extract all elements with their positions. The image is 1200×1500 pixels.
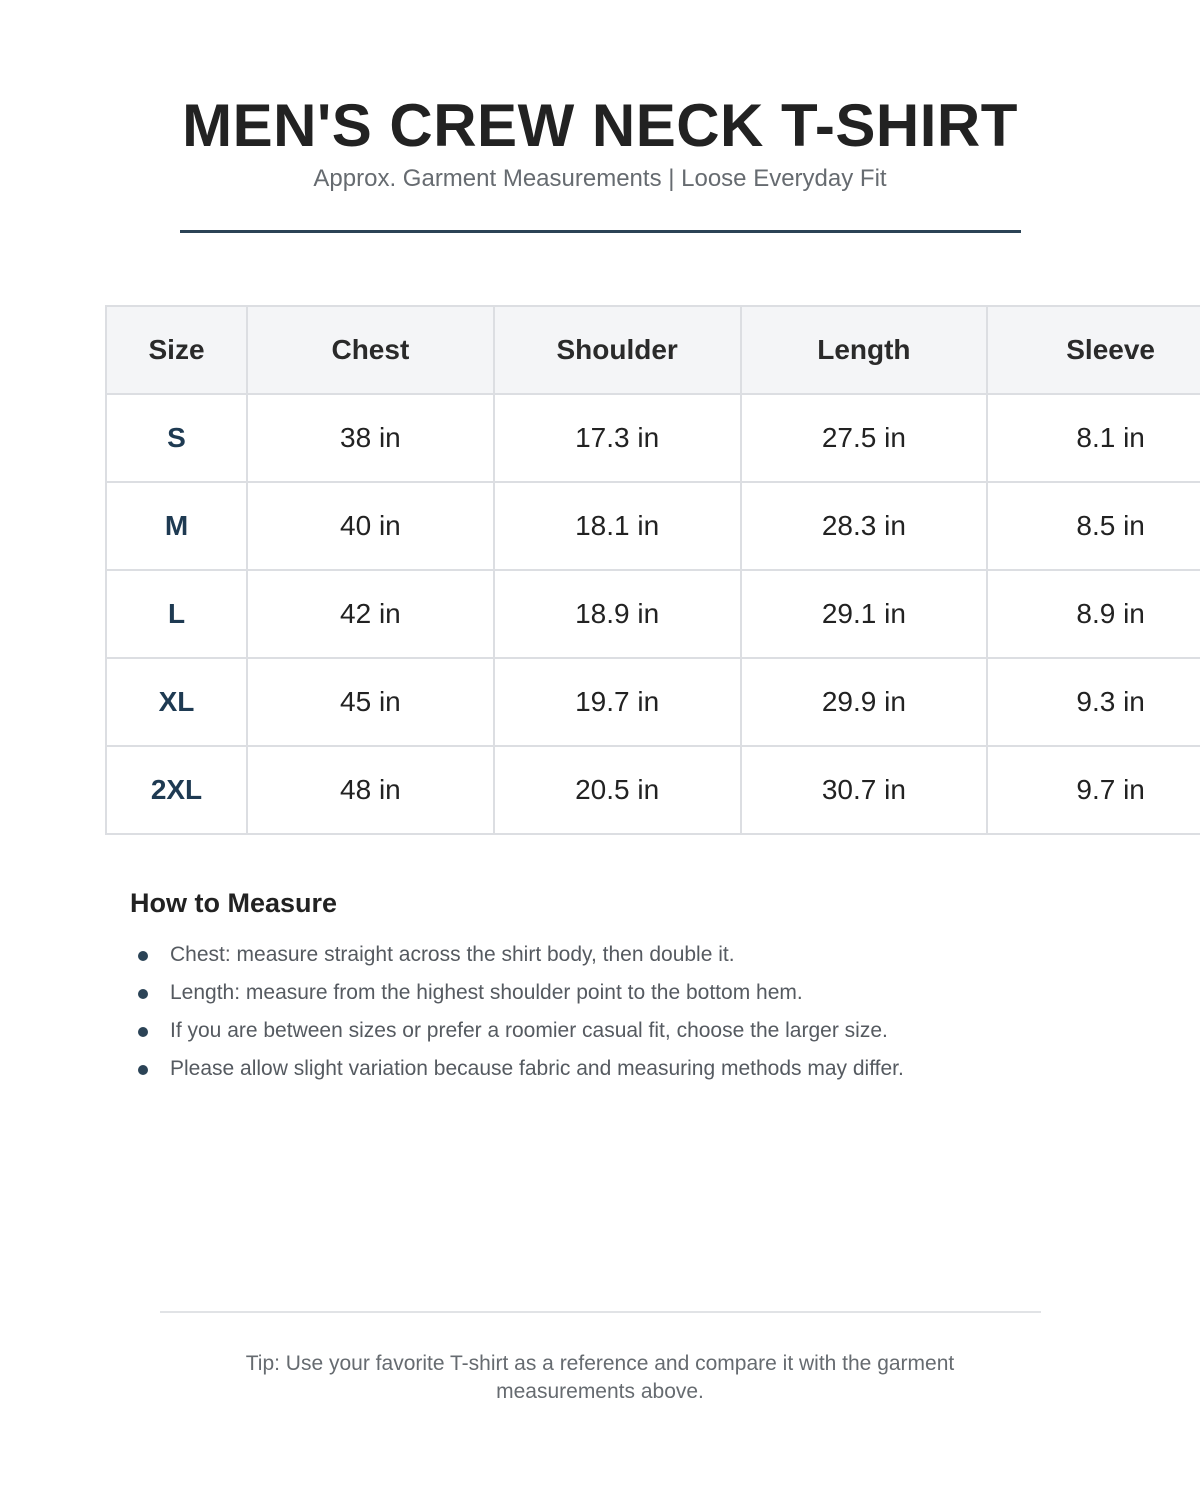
chest-cell: 38 in [247,394,494,482]
table-row [106,482,1200,570]
how-to-measure-heading: How to Measure [130,888,338,918]
sleeve-cell: 9.7 in [987,746,1200,834]
sleeve-cell: 8.9 in [987,570,1200,658]
title-divider [180,230,1021,233]
table-row [106,394,1200,482]
sleeve-cell: 9.3 in [987,658,1200,746]
footer-tip: Tip: Use your favorite T-shirt as a reference and compare it with the garment measurements above. [245,1352,955,1403]
chest-cell: 42 in [247,570,494,658]
shoulder-cell: 19.7 in [494,658,741,746]
column-header-chest: Chest [247,306,494,394]
column-header-size: Size [106,306,247,394]
shoulder-cell: 20.5 in [494,746,741,834]
how-to-measure-list [130,940,1130,1092]
column-header-length: Length [741,306,988,394]
table-header-row [106,306,1200,394]
list-item [130,1054,1130,1092]
size-cell: M [106,482,247,570]
shoulder-cell: 18.9 in [494,570,741,658]
size-cell: 2XL [106,746,247,834]
list-item [130,978,1130,1016]
list-item-text: Please allow slight variation because fabric and measuring methods may differ. [170,1057,904,1080]
sleeve-cell: 8.5 in [987,482,1200,570]
size-cell: XL [106,658,247,746]
chest-cell: 48 in [247,746,494,834]
page-subtitle: Approx. Garment Measurements | Loose Everyday Fit [313,165,887,192]
bullet-icon [138,951,148,961]
length-cell: 27.5 in [741,394,988,482]
size-chart-table [105,305,1200,835]
column-header-sleeve: Sleeve [987,306,1200,394]
table-row [106,570,1200,658]
list-item-text: Length: measure from the highest shoulder point to the bottom hem. [170,981,803,1004]
sleeve-cell: 8.1 in [987,394,1200,482]
list-item-text: If you are between sizes or prefer a roomier casual fit, choose the larger size. [170,1019,888,1042]
table-row [106,658,1200,746]
shoulder-cell: 17.3 in [494,394,741,482]
footer-divider [160,1311,1041,1313]
length-cell: 29.1 in [741,570,988,658]
bullet-icon [138,989,148,999]
chest-cell: 45 in [247,658,494,746]
page-title: MEN'S CREW NECK T-SHIRT [182,92,1018,159]
list-item [130,1016,1130,1054]
bullet-icon [138,1065,148,1075]
chest-cell: 40 in [247,482,494,570]
table-row [106,746,1200,834]
shoulder-cell: 18.1 in [494,482,741,570]
length-cell: 29.9 in [741,658,988,746]
bullet-icon [138,1027,148,1037]
length-cell: 30.7 in [741,746,988,834]
size-cell: S [106,394,247,482]
list-item-text: Chest: measure straight across the shirt body, then double it. [170,943,735,966]
column-header-shoulder: Shoulder [494,306,741,394]
size-cell: L [106,570,247,658]
length-cell: 28.3 in [741,482,988,570]
list-item [130,940,1130,978]
